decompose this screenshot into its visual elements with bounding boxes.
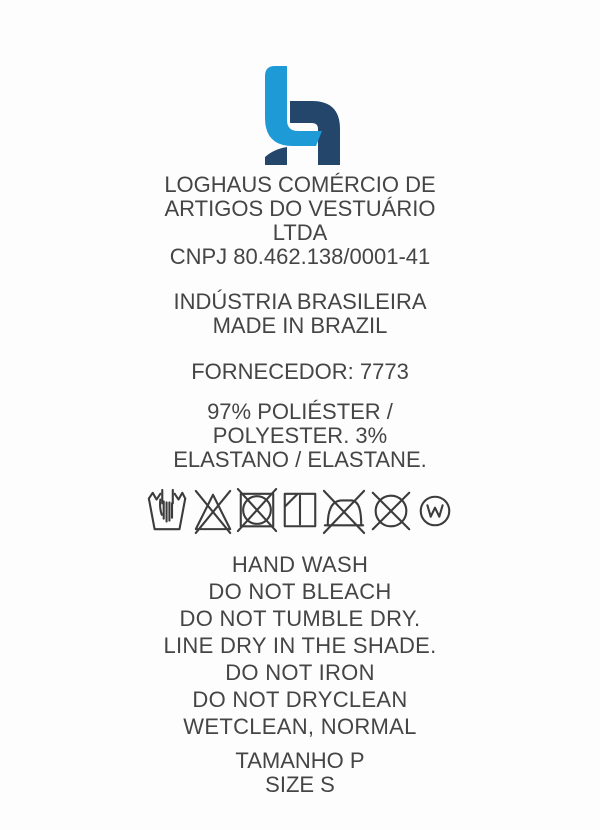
- care-instruction-line: LINE DRY IN THE SHADE.: [163, 633, 437, 658]
- care-instruction-line: DO NOT IRON: [225, 660, 375, 685]
- company-name-line1: LOGHAUS COMÉRCIO DE: [164, 172, 436, 197]
- care-instructions: [0, 551, 600, 740]
- size-line-en: SIZE S: [265, 772, 335, 797]
- size-line-pt: TAMANHO P: [235, 748, 365, 773]
- do-not-dryclean-icon: [368, 485, 414, 537]
- care-instruction-line: DO NOT BLEACH: [208, 579, 392, 604]
- loghaus-logo-icon: [260, 60, 340, 165]
- composition-info: [0, 400, 600, 472]
- care-instruction-line: WETCLEAN, NORMAL: [183, 714, 417, 739]
- company-name-line2: ARTIGOS DO VESTUÁRIO: [164, 196, 436, 221]
- origin-info: [0, 290, 600, 338]
- care-symbols-row: [146, 483, 454, 539]
- company-cnpj: CNPJ 80.462.138/0001-41: [169, 244, 431, 269]
- hand-wash-icon: [146, 485, 190, 537]
- composition-line2: POLYESTER. 3%: [212, 423, 388, 448]
- origin-line-en: MADE IN BRAZIL: [212, 313, 388, 338]
- do-not-bleach-icon: [192, 485, 234, 537]
- composition-line3: ELASTANO / ELASTANE.: [173, 447, 427, 472]
- wetclean-normal-icon: [416, 485, 454, 537]
- do-not-tumble-dry-icon: [236, 485, 278, 537]
- company-info: [0, 173, 600, 269]
- care-instruction-line: HAND WASH: [231, 552, 369, 577]
- company-name-line3: LTDA: [272, 220, 328, 245]
- supplier-code: FORNECEDOR: 7773: [191, 359, 409, 384]
- care-instruction-line: DO NOT DRYCLEAN: [192, 687, 408, 712]
- size-info: [0, 749, 600, 797]
- supplier-info: [0, 360, 600, 384]
- composition-line1: 97% POLIÉSTER /: [207, 399, 393, 424]
- do-not-iron-icon: [322, 485, 366, 537]
- care-instruction-line: DO NOT TUMBLE DRY.: [179, 606, 421, 631]
- line-dry-in-the-shade-icon: [280, 485, 320, 537]
- origin-line-pt: INDÚSTRIA BRASILEIRA: [173, 289, 427, 314]
